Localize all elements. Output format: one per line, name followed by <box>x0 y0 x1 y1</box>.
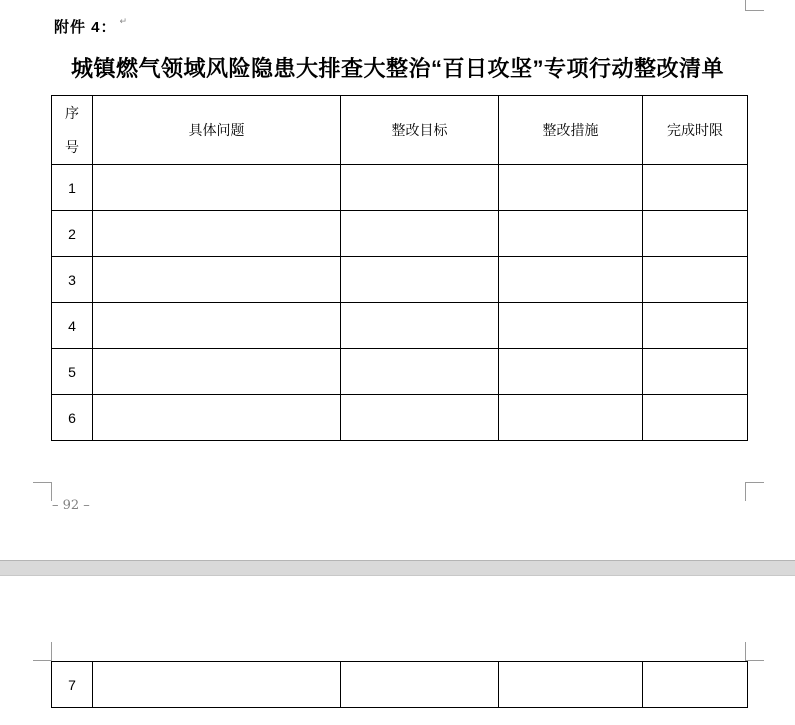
table-row <box>52 165 748 211</box>
header-issue: 具体问题 <box>93 96 341 165</box>
row-number: 1 <box>52 165 93 211</box>
row-number: 7 <box>52 662 93 708</box>
goal-cell[interactable] <box>341 257 499 303</box>
measures-cell[interactable] <box>499 662 643 708</box>
deadline-cell[interactable] <box>643 211 748 257</box>
measures-cell[interactable] <box>499 303 643 349</box>
table-header-row <box>52 96 748 165</box>
table-row <box>52 395 748 441</box>
row-number: 2 <box>52 211 93 257</box>
header-deadline: 完成时限 <box>643 96 748 165</box>
measures-cell[interactable] <box>499 211 643 257</box>
table-row <box>52 662 748 708</box>
row-number: 3 <box>52 257 93 303</box>
deadline-cell[interactable] <box>643 303 748 349</box>
attachment-label: 附件 4： ↵ <box>54 16 129 36</box>
header-seq: 序号 <box>52 96 93 165</box>
row-number: 6 <box>52 395 93 441</box>
issue-cell[interactable] <box>93 257 341 303</box>
issue-cell[interactable] <box>93 303 341 349</box>
page-number: – 92 – <box>52 498 90 513</box>
goal-cell[interactable] <box>341 395 499 441</box>
measures-cell[interactable] <box>499 257 643 303</box>
measures-cell[interactable] <box>499 349 643 395</box>
crop-mark-top-right <box>745 0 764 11</box>
deadline-cell[interactable] <box>643 662 748 708</box>
deadline-cell[interactable] <box>643 395 748 441</box>
crop-mark-bottom-left <box>33 482 52 501</box>
rectification-table-continued <box>51 661 748 708</box>
row-number: 5 <box>52 349 93 395</box>
measures-cell[interactable] <box>499 395 643 441</box>
goal-cell[interactable] <box>341 211 499 257</box>
header-measures: 整改措施 <box>499 96 643 165</box>
issue-cell[interactable] <box>93 349 341 395</box>
deadline-cell[interactable] <box>643 349 748 395</box>
goal-cell[interactable] <box>341 165 499 211</box>
table-row <box>52 303 748 349</box>
table-row <box>52 257 748 303</box>
document-title: 城镇燃气领域风险隐患大排查大整治“百日攻坚”专项行动整改清单 <box>70 56 724 81</box>
crop-mark-top-right <box>745 642 764 661</box>
header-goal: 整改目标 <box>341 96 499 165</box>
goal-cell[interactable] <box>341 303 499 349</box>
row-number: 4 <box>52 303 93 349</box>
page-separator <box>0 560 795 576</box>
goal-cell[interactable] <box>341 349 499 395</box>
issue-cell[interactable] <box>93 165 341 211</box>
issue-cell[interactable] <box>93 211 341 257</box>
deadline-cell[interactable] <box>643 257 748 303</box>
goal-cell[interactable] <box>341 662 499 708</box>
table-row <box>52 211 748 257</box>
issue-cell[interactable] <box>93 662 341 708</box>
crop-mark-bottom-right <box>745 482 764 501</box>
measures-cell[interactable] <box>499 165 643 211</box>
issue-cell[interactable] <box>93 395 341 441</box>
crop-mark-top-left <box>33 642 52 661</box>
paragraph-mark-icon: ↵ <box>119 16 129 26</box>
deadline-cell[interactable] <box>643 165 748 211</box>
rectification-table <box>51 95 748 441</box>
table-row <box>52 349 748 395</box>
